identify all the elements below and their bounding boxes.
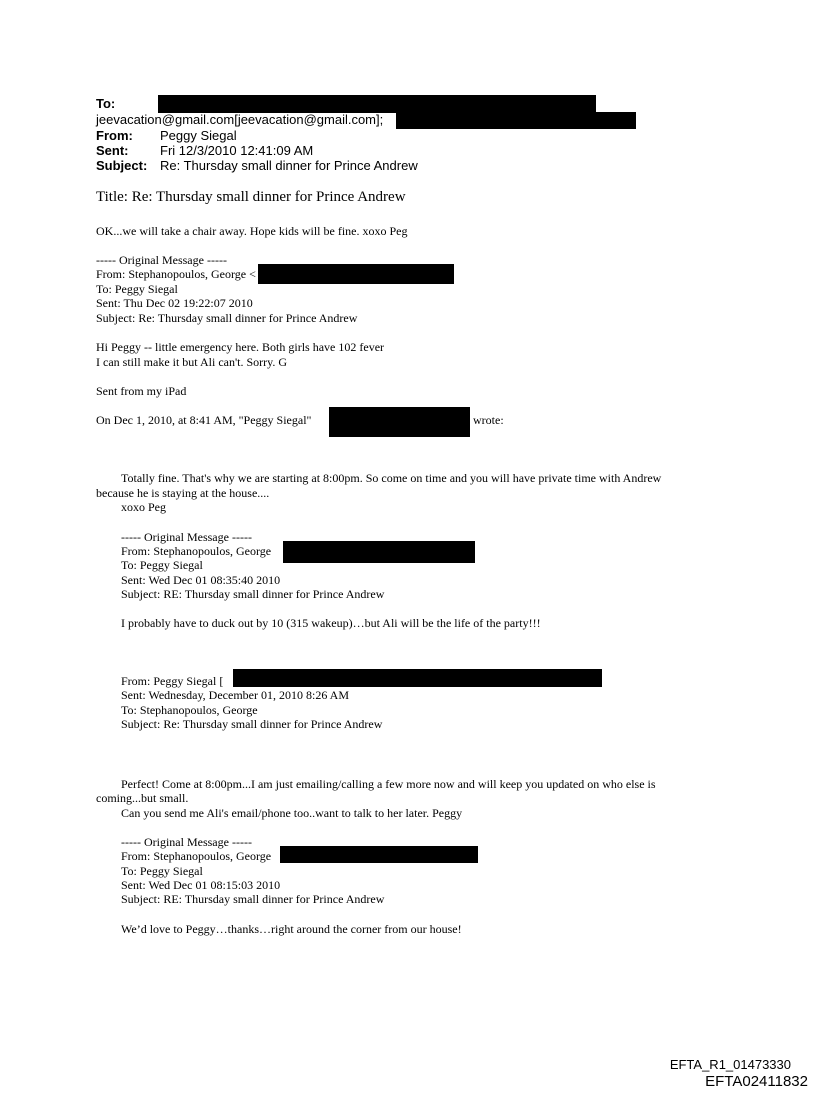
quoted-subject: Subject: RE: Thursday small dinner for Prince Andrew	[121, 587, 385, 601]
quoted-subject: Subject: RE: Thursday small dinner for Prince Andrew	[121, 892, 385, 906]
subject-row	[96, 158, 418, 173]
quoted-to: To: Peggy Siegal	[121, 558, 203, 572]
message-body: coming...but small.	[96, 791, 189, 805]
from-row	[96, 128, 237, 143]
quoted-sent: Sent: Wednesday, December 01, 2010 8:26 AM	[121, 688, 349, 702]
quoted-from: From: Stephanopoulos, George	[121, 544, 272, 558]
to-recipients: jeevacation@gmail.com[jeevacation@gmail.com];	[96, 112, 384, 127]
message-body: Perfect! Come at 8:00pm...I am just emailing/calling a few more now and will keep you updated on who else is	[121, 777, 656, 791]
redaction-bar	[396, 112, 636, 129]
subject-value: Re: Thursday small dinner for Prince Andrew	[160, 158, 418, 173]
redaction-bar	[329, 407, 470, 437]
from-label: From:	[96, 128, 133, 143]
sent-label: Sent:	[96, 143, 129, 158]
original-message-divider: ----- Original Message -----	[121, 530, 252, 544]
redaction-bar	[280, 846, 478, 863]
quoted-subject: Subject: Re: Thursday small dinner for Prince Andrew	[96, 311, 358, 325]
quote-intro-wrote: wrote:	[473, 413, 504, 427]
sent-row	[96, 143, 313, 158]
redaction-bar	[233, 669, 602, 687]
document-title: Title: Re: Thursday small dinner for Prince Andrew	[96, 189, 406, 205]
quoted-to: To: Peggy Siegal	[121, 864, 203, 878]
message-body: Totally fine. That's why we are starting at 8:00pm. So come on time and you will have private time with Andrew	[121, 471, 662, 485]
message-body: OK...we will take a chair away. Hope kids will be fine. xoxo Peg	[96, 224, 408, 238]
quoted-from: From: Peggy Siegal [	[121, 674, 224, 688]
message-body: Can you send me Ali's email/phone too..want to talk to her later. Peggy	[121, 806, 463, 820]
subject-label: Subject:	[96, 158, 148, 173]
quoted-from: From: Stephanopoulos, George	[121, 849, 272, 863]
quoted-to: To: Peggy Siegal	[96, 282, 178, 296]
bates-number: EFTA_R1_01473330	[669, 1057, 791, 1072]
message-body: We’d love to Peggy…thanks…right around the corner from our house!	[121, 922, 462, 936]
from-value: Peggy Siegal	[160, 128, 237, 143]
quoted-subject: Subject: Re: Thursday small dinner for Prince Andrew	[121, 717, 383, 731]
quoted-sent: Sent: Wed Dec 01 08:15:03 2010	[121, 878, 281, 892]
quote-intro: On Dec 1, 2010, at 8:41 AM, "Peggy Siegal"	[96, 413, 312, 427]
quoted-to: To: Stephanopoulos, George	[121, 703, 258, 717]
original-message-divider: ----- Original Message -----	[96, 253, 227, 267]
to-label: To:	[96, 96, 116, 111]
message-body: because he is staying at the house....	[96, 486, 270, 500]
redaction-bar	[283, 541, 475, 563]
redaction-bar	[258, 264, 454, 284]
original-message-divider: ----- Original Message -----	[121, 835, 252, 849]
message-body: I can still make it but Ali can't. Sorry. G	[96, 355, 288, 369]
message-body: I probably have to duck out by 10 (315 wakeup)…but Ali will be the life of the party!!!	[121, 616, 541, 630]
message-body: xoxo Peg	[121, 500, 166, 514]
message-body: Hi Peggy -- little emergency here. Both girls have 102 fever	[96, 340, 385, 354]
quoted-sent: Sent: Thu Dec 02 19:22:07 2010	[96, 296, 253, 310]
quoted-from: From: Stephanopoulos, George <	[96, 267, 256, 281]
redaction-bar	[158, 95, 596, 113]
signature: Sent from my iPad	[96, 384, 187, 398]
sent-value: Fri 12/3/2010 12:41:09 AM	[160, 143, 314, 158]
bates-number: EFTA02411832	[705, 1073, 808, 1090]
quoted-sent: Sent: Wed Dec 01 08:35:40 2010	[121, 573, 281, 587]
